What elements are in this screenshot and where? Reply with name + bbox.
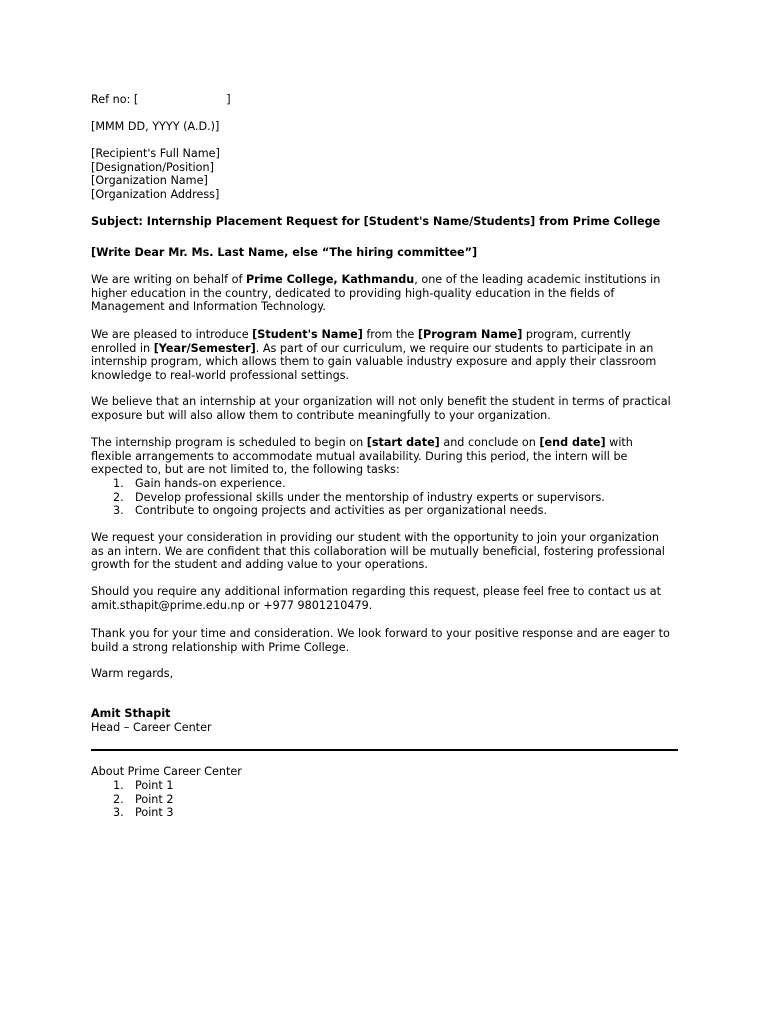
list-text: Contribute to ongoing projects and activities as per organizational needs.	[135, 504, 547, 517]
recipient-address: [Organization Address]	[91, 187, 220, 201]
para4-post: with	[605, 436, 633, 449]
list-number: 3.	[113, 806, 124, 819]
para5-line2: as an intern. We are confident that this collaboration will be mutually beneficial, fostering professional	[91, 544, 665, 558]
about-points-list	[113, 779, 173, 820]
para1-line2: higher education in the country, dedicated to providing high-quality education in the fields of	[91, 286, 615, 300]
thanks-paragraph	[91, 627, 691, 654]
list-item	[113, 504, 605, 518]
intro-paragraph	[91, 273, 691, 314]
para3-line1: We believe that an internship at your organization will not only benefit the student in terms of practical	[91, 395, 671, 408]
list-number: 1.	[113, 779, 124, 792]
para2-post: program, currently	[522, 328, 631, 341]
para5-line1: We request your consideration in providing our student with the opportunity to join your organization	[91, 531, 659, 544]
contact-details: amit.sthapit@prime.edu.np or +977 9801210479.	[91, 598, 373, 612]
para4-line3: expected to, but are not limited to, the following tasks:	[91, 463, 400, 476]
student-intro-paragraph	[91, 328, 691, 382]
end-date-placeholder: [end date]	[539, 436, 606, 449]
list-text: Point 1	[135, 779, 174, 792]
contact-paragraph	[91, 585, 691, 612]
signer-title: Head – Career Center	[91, 720, 212, 734]
about-heading: About Prime Career Center	[91, 765, 242, 778]
list-number: 3.	[113, 504, 124, 517]
student-name-placeholder: [Student's Name]	[252, 328, 363, 341]
list-number: 2.	[113, 490, 124, 504]
list-item	[113, 477, 605, 491]
list-text: Point 2	[135, 792, 174, 806]
closing: Warm regards,	[91, 667, 174, 680]
request-paragraph	[91, 531, 691, 572]
para2-line3: internship program, which allows them to gain valuable industry exposure and apply their classroom	[91, 355, 657, 368]
divider-line	[91, 749, 678, 751]
list-item	[113, 779, 173, 793]
recipient-block	[91, 147, 691, 201]
signature-block	[91, 707, 691, 734]
salutation: [Write Dear Mr. Ms. Last Name, else “The hiring committee”]	[91, 246, 478, 259]
task-list	[113, 477, 605, 518]
recipient-name: [Recipient's Full Name]	[91, 147, 220, 160]
para2-mid: from the	[362, 328, 418, 341]
list-item	[113, 491, 605, 505]
para2-l2pre: enrolled in	[91, 341, 154, 355]
para2-line4: knowledge to real-world professional settings.	[91, 368, 350, 382]
para7-line2: build a strong relationship with Prime College.	[91, 640, 350, 654]
para3-line2: exposure but will also allow them to contribute meaningfully to your organization.	[91, 408, 551, 422]
benefit-paragraph	[91, 395, 691, 422]
ref-label: Ref no: [	[91, 93, 139, 106]
program-name-placeholder: [Program Name]	[417, 328, 523, 341]
letter-date: [MMM DD, YYYY (A.D.)]	[91, 120, 220, 133]
subject-line: Subject: Internship Placement Request for [Student's Name/Students] from Prime College	[91, 215, 661, 228]
para5-line3: growth for the student and adding value to your operations.	[91, 558, 428, 571]
list-number: 1.	[113, 477, 124, 490]
list-number: 2.	[113, 792, 124, 806]
para1-post: , one of the leading academic institutions in	[414, 273, 661, 286]
list-item	[113, 806, 173, 820]
para1-pre: We are writing on behalf of	[91, 273, 246, 286]
year-semester-placeholder: [Year/Semester]	[153, 341, 256, 355]
para1-line3: Management and Information Technology.	[91, 300, 326, 313]
list-item	[113, 793, 173, 807]
para7-line1: Thank you for your time and consideration. We look forward to your positive response and are eager to	[91, 627, 670, 640]
list-text: Point 3	[135, 806, 174, 819]
college-name: Prime College, Kathmandu	[245, 273, 415, 286]
ref-close: ]	[226, 93, 231, 106]
recipient-designation: [Designation/Position]	[91, 160, 214, 174]
recipient-organization: [Organization Name]	[91, 174, 208, 187]
para4-line2: flexible arrangements to accommodate mutual availability. During this period, the intern will be	[91, 449, 628, 463]
para4-pre: The internship program is scheduled to begin on	[91, 436, 367, 449]
reference-number	[91, 93, 691, 107]
para2-l2post: . As part of our curriculum, we require our students to participate in an	[255, 341, 654, 355]
para4-mid: and conclude on	[439, 436, 540, 449]
para2-pre: We are pleased to introduce	[91, 328, 253, 341]
signer-name: Amit Sthapit	[91, 707, 171, 720]
schedule-paragraph	[91, 436, 691, 477]
start-date-placeholder: [start date]	[366, 436, 440, 449]
para6-line1: Should you require any additional information regarding this request, please feel free to contact us at	[91, 585, 661, 598]
list-text: Gain hands-on experience.	[135, 477, 286, 490]
list-text: Develop professional skills under the mentorship of industry experts or supervisors.	[135, 490, 605, 504]
